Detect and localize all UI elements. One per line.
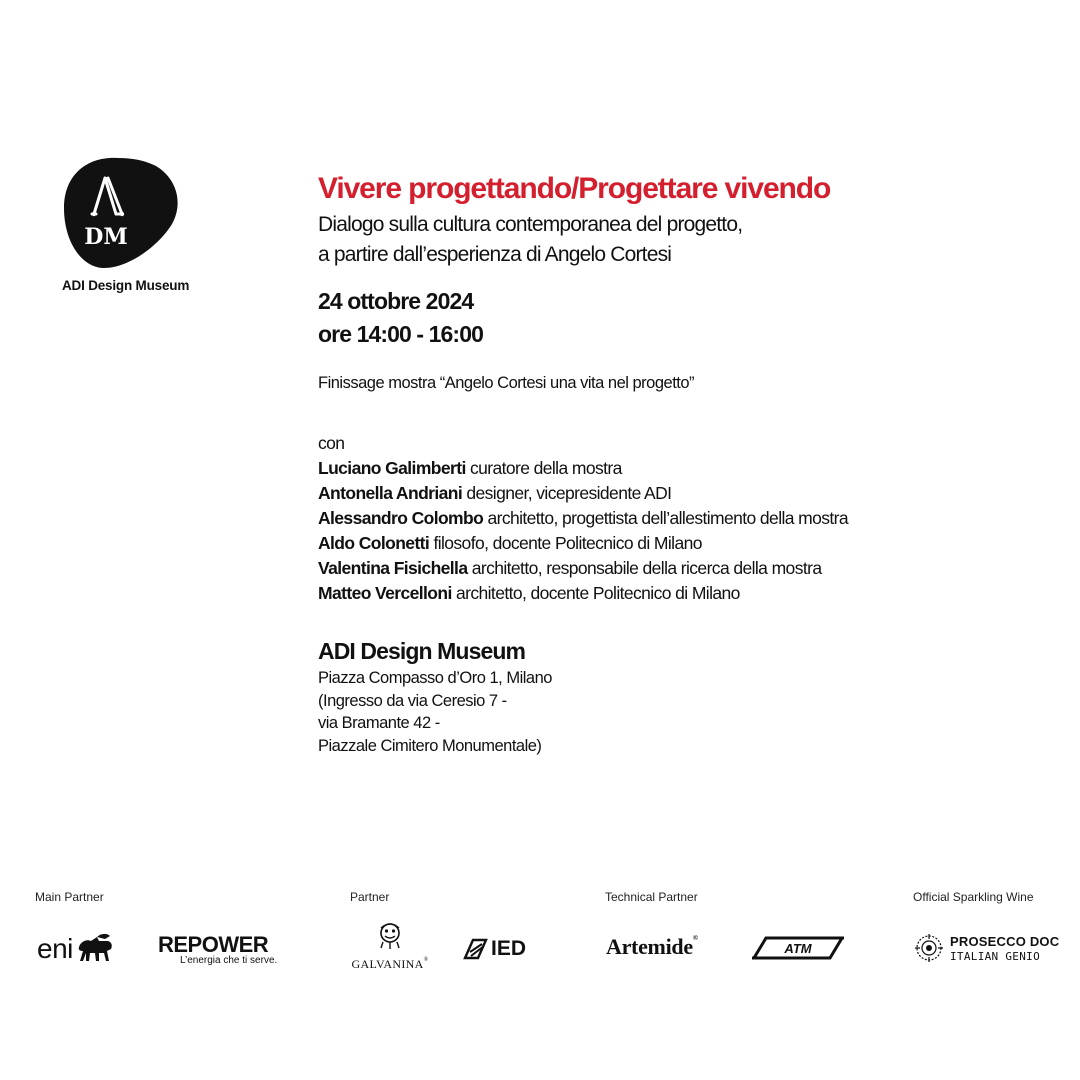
technical-partner-label: Technical Partner xyxy=(605,890,698,904)
speaker-role: designer, vicepresidente ADI xyxy=(466,483,672,503)
galvanina-emblem-icon xyxy=(375,920,405,950)
prosecco-emblem-icon xyxy=(914,933,944,963)
main-partner-label: Main Partner xyxy=(35,890,104,904)
speaker-row xyxy=(318,506,848,531)
ied-wordmark: IED xyxy=(491,937,527,960)
speaker-name: Matteo Vercelloni xyxy=(318,583,452,603)
atm-wordmark: ATM xyxy=(784,941,812,956)
adi-logo xyxy=(60,156,180,270)
prosecco-wordmark-line1: PROSECCO DOC xyxy=(950,934,1060,949)
speakers-intro: con xyxy=(318,433,345,453)
speaker-name: Luciano Galimberti xyxy=(318,458,466,478)
sparkling-wine-label: Official Sparkling Wine xyxy=(913,890,1034,904)
address-line: via Bramante 42 - xyxy=(318,714,440,732)
speaker-role: curatore della mostra xyxy=(469,458,622,478)
event-subtitle-line2: a partire dall’esperienza di Angelo Cortesi xyxy=(318,243,672,266)
address-line: (Ingresso da via Ceresio 7 - xyxy=(318,691,507,710)
partner-label: Partner xyxy=(350,890,390,904)
speaker-role: architetto, progettista dell’allestimento della mostra xyxy=(487,508,849,528)
finissage-note: Finissage mostra “Angelo Cortesi una vita nel progetto” xyxy=(318,374,695,392)
speaker-role: architetto, docente Politecnico di Milano xyxy=(456,583,740,603)
speaker-name: Valentina Fisichella xyxy=(318,558,468,578)
venue-name: ADI Design Museum xyxy=(318,638,526,664)
address-line: Piazza Compasso d’Oro 1, Milano xyxy=(318,669,552,687)
prosecco-wordmark-line2: ITALIAN GENIO xyxy=(950,950,1040,963)
speaker-name: Alessandro Colombo xyxy=(318,508,484,528)
galvanina-registered-mark: ® xyxy=(423,957,429,963)
speaker-name: Aldo Colonetti xyxy=(318,533,430,553)
speaker-row xyxy=(318,481,848,506)
prosecco-doc-logo xyxy=(914,933,1060,968)
speaker-role: architetto, responsabile della ricerca della mostra xyxy=(471,558,822,578)
event-title: Vivere progettando/Progettare vivendo xyxy=(318,172,831,205)
speaker-role: filosofo, docente Politecnico di Milano xyxy=(433,533,702,553)
six-legged-dog-icon xyxy=(77,933,115,965)
atm-logo xyxy=(752,936,844,967)
event-date: 24 ottobre 2024 xyxy=(318,288,474,314)
event-time: ore 14:00 - 16:00 xyxy=(318,321,483,347)
speaker-name: Antonella Andriani xyxy=(318,483,463,503)
repower-wordmark: REPOWER xyxy=(158,932,269,957)
address-line: Piazzale Cimitero Monumentale) xyxy=(318,736,542,755)
speaker-row xyxy=(318,581,848,606)
eni-wordmark: eni xyxy=(37,933,73,964)
speaker-row xyxy=(318,556,848,581)
ied-logo xyxy=(462,936,526,962)
speaker-row xyxy=(318,531,848,556)
repower-logo xyxy=(158,933,277,966)
galvanina-wordmark: GALVANINA® xyxy=(351,957,429,971)
speaker-row xyxy=(318,456,848,481)
museum-name: ADI Design Museum xyxy=(62,278,190,293)
eni-logo xyxy=(37,933,115,965)
ied-emblem-icon xyxy=(462,936,488,962)
galvanina-logo xyxy=(350,920,430,972)
artemide-logo xyxy=(606,934,698,960)
event-subtitle-line1: Dialogo sulla cultura contemporanea del progetto, xyxy=(318,213,743,236)
repower-tagline: L’energia che ti serve. xyxy=(180,955,278,966)
artemide-registered-mark: ® xyxy=(692,934,698,942)
speakers-list xyxy=(318,431,848,606)
logo-monogram: DM xyxy=(84,224,128,250)
artemide-wordmark: Artemide xyxy=(606,934,693,959)
venue-address xyxy=(318,667,552,757)
